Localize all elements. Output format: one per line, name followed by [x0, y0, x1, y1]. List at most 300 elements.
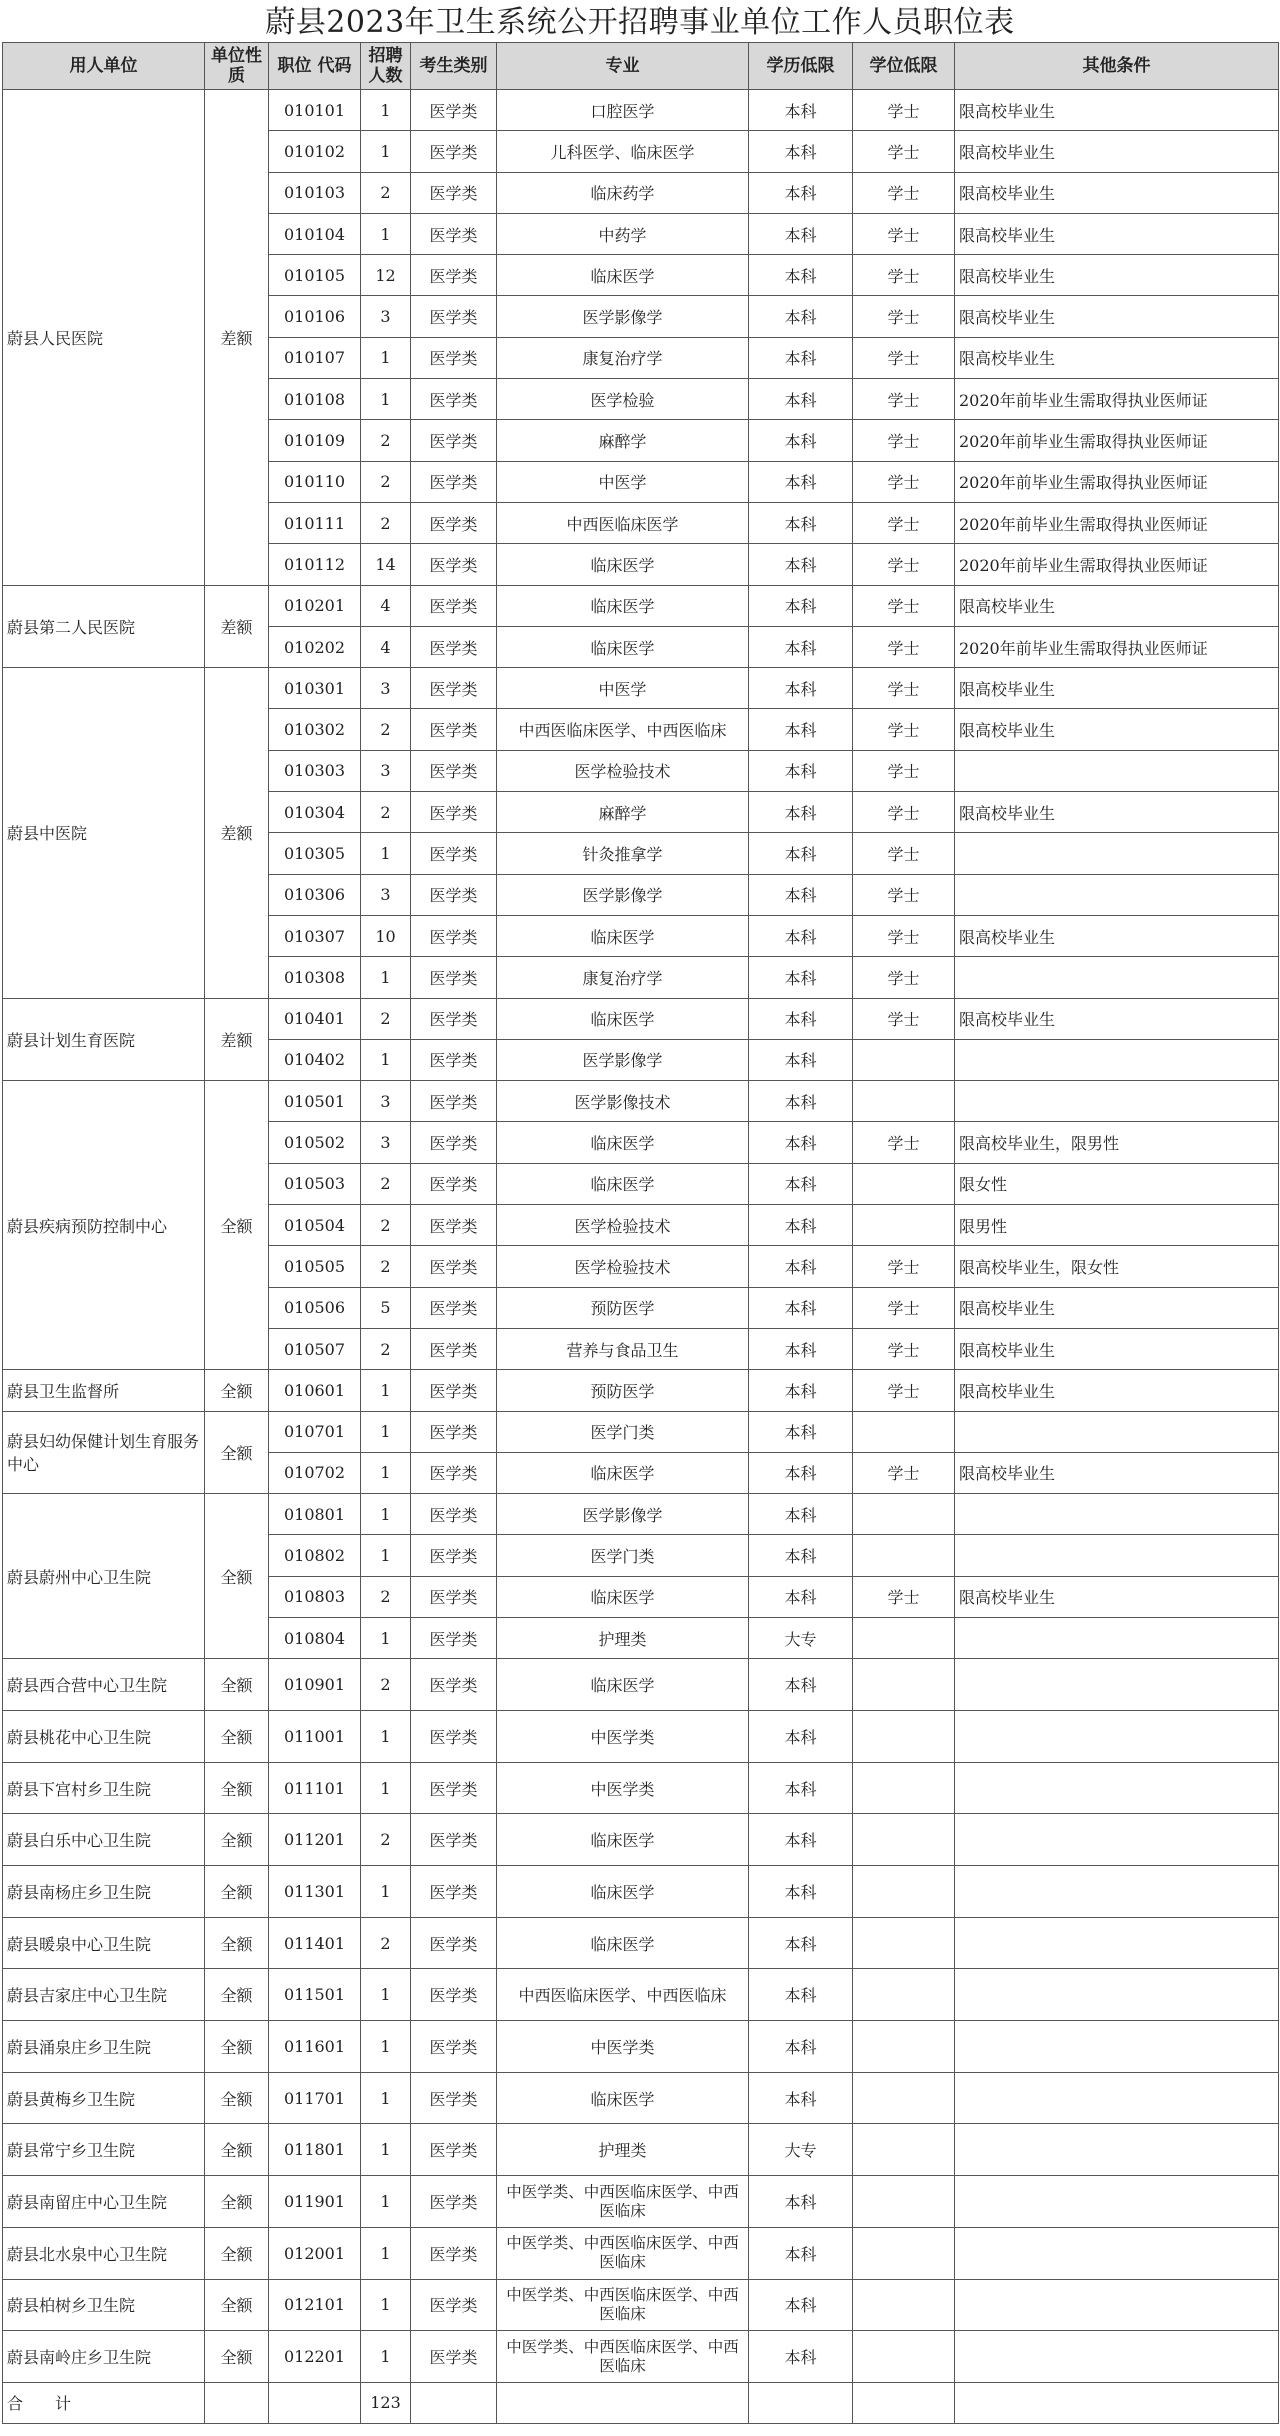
cell-degree	[853, 1866, 955, 1918]
cell-major: 营养与食品卫生	[497, 1328, 749, 1369]
cell-category: 医学类	[411, 502, 497, 543]
table-row	[3, 90, 1279, 131]
cell-code: 010112	[269, 544, 361, 585]
cell-degree	[853, 1081, 955, 1122]
cell-other: 限高校毕业生	[955, 296, 1279, 337]
cell-count: 2	[361, 1246, 411, 1287]
header-major: 专业	[497, 43, 749, 90]
cell-degree: 学士	[853, 585, 955, 626]
cell-edu: 本科	[749, 1969, 853, 2021]
cell-category: 医学类	[411, 1866, 497, 1918]
cell-degree: 学士	[853, 833, 955, 874]
cell-code: 010507	[269, 1328, 361, 1369]
table-row	[3, 1917, 1279, 1969]
cell-major: 麻醉学	[497, 420, 749, 461]
cell-major: 医学检验技术	[497, 1246, 749, 1287]
cell-count: 1	[361, 379, 411, 420]
cell-count: 1	[361, 2227, 411, 2279]
cell-category: 医学类	[411, 1328, 497, 1369]
header-nature: 单位性质	[205, 43, 269, 90]
cell-code: 010101	[269, 90, 361, 131]
table-row	[3, 2227, 1279, 2279]
cell-code: 010104	[269, 213, 361, 254]
cell-category: 医学类	[411, 833, 497, 874]
cell-edu: 本科	[749, 1917, 853, 1969]
cell-major: 临床医学	[497, 998, 749, 1039]
cell-degree	[853, 2331, 955, 2383]
unit-name-cell: 蔚县南岭庄乡卫生院	[3, 2331, 205, 2383]
cell-major: 临床医学	[497, 915, 749, 956]
table-row	[3, 1814, 1279, 1866]
cell-major: 中西医临床医学	[497, 502, 749, 543]
cell-edu: 本科	[749, 874, 853, 915]
cell-edu: 本科	[749, 1814, 853, 1866]
cell-other: 2020年前毕业生需取得执业医师证	[955, 626, 1279, 667]
cell-code: 010107	[269, 337, 361, 378]
header-code: 职位 代码	[269, 43, 361, 90]
cell-count: 1	[361, 2021, 411, 2073]
cell-code: 010503	[269, 1163, 361, 1204]
cell-count: 1	[361, 1762, 411, 1814]
cell-degree: 学士	[853, 792, 955, 833]
cell-edu: 本科	[749, 379, 853, 420]
cell-category: 医学类	[411, 792, 497, 833]
total-blank	[853, 2382, 955, 2423]
header-degree: 学位低限	[853, 43, 955, 90]
cell-edu: 大专	[749, 2124, 853, 2176]
cell-degree	[853, 1762, 955, 1814]
cell-count: 1	[361, 131, 411, 172]
cell-count: 1	[361, 1535, 411, 1576]
total-label: 合 计	[3, 2382, 205, 2423]
cell-edu: 本科	[749, 1205, 853, 1246]
unit-nature-cell: 全额	[205, 2331, 269, 2383]
cell-code: 010106	[269, 296, 361, 337]
cell-count: 2	[361, 792, 411, 833]
cell-category: 医学类	[411, 1617, 497, 1658]
cell-other: 限高校毕业生	[955, 1328, 1279, 1369]
cell-degree	[853, 1917, 955, 1969]
cell-category: 医学类	[411, 544, 497, 585]
table-row	[3, 2124, 1279, 2176]
cell-major: 医学影像技术	[497, 1081, 749, 1122]
cell-code: 010303	[269, 750, 361, 791]
header-edu: 学历低限	[749, 43, 853, 90]
cell-edu: 本科	[749, 502, 853, 543]
unit-nature-cell: 差额	[205, 90, 269, 586]
table-row	[3, 2279, 1279, 2331]
cell-code: 010901	[269, 1659, 361, 1711]
cell-category: 医学类	[411, 90, 497, 131]
unit-name-cell: 蔚县疾病预防控制中心	[3, 1081, 205, 1370]
cell-degree: 学士	[853, 1246, 955, 1287]
cell-major: 针灸推拿学	[497, 833, 749, 874]
table-row	[3, 1710, 1279, 1762]
cell-major: 医学检验技术	[497, 750, 749, 791]
cell-other	[955, 2279, 1279, 2331]
cell-major: 中西医临床医学、中西医临床	[497, 709, 749, 750]
cell-degree: 学士	[853, 668, 955, 709]
cell-other: 限男性	[955, 1205, 1279, 1246]
cell-edu: 本科	[749, 668, 853, 709]
cell-degree	[853, 2176, 955, 2228]
cell-edu: 本科	[749, 2227, 853, 2279]
cell-count: 1	[361, 833, 411, 874]
cell-edu: 本科	[749, 1576, 853, 1617]
cell-degree	[853, 1039, 955, 1080]
cell-other	[955, 874, 1279, 915]
cell-degree: 学士	[853, 750, 955, 791]
cell-edu: 本科	[749, 750, 853, 791]
cell-category: 医学类	[411, 585, 497, 626]
cell-major: 口腔医学	[497, 90, 749, 131]
cell-major: 中医学类、中西医临床医学、中西医临床	[497, 2227, 749, 2279]
cell-code: 010103	[269, 172, 361, 213]
cell-category: 医学类	[411, 1287, 497, 1328]
cell-degree: 学士	[853, 90, 955, 131]
table-row	[3, 668, 1279, 709]
cell-other: 限高校毕业生	[955, 213, 1279, 254]
cell-category: 医学类	[411, 2279, 497, 2331]
cell-category: 医学类	[411, 296, 497, 337]
cell-count: 3	[361, 874, 411, 915]
cell-count: 3	[361, 1122, 411, 1163]
unit-nature-cell: 差额	[205, 585, 269, 668]
cell-other	[955, 1762, 1279, 1814]
cell-degree	[853, 1659, 955, 1711]
cell-category: 医学类	[411, 1814, 497, 1866]
cell-major: 护理类	[497, 1617, 749, 1658]
cell-code: 010301	[269, 668, 361, 709]
table-row	[3, 1081, 1279, 1122]
cell-edu: 本科	[749, 915, 853, 956]
unit-nature-cell: 全额	[205, 1710, 269, 1762]
cell-count: 2	[361, 502, 411, 543]
cell-category: 医学类	[411, 1246, 497, 1287]
cell-count: 5	[361, 1287, 411, 1328]
unit-nature-cell: 全额	[205, 2021, 269, 2073]
unit-nature-cell: 全额	[205, 1814, 269, 1866]
cell-count: 2	[361, 1917, 411, 1969]
cell-major: 医学门类	[497, 1535, 749, 1576]
cell-category: 医学类	[411, 1969, 497, 2021]
cell-degree	[853, 1617, 955, 1658]
cell-other	[955, 1494, 1279, 1535]
cell-other	[955, 2227, 1279, 2279]
cell-other	[955, 2021, 1279, 2073]
unit-nature-cell: 差额	[205, 998, 269, 1081]
cell-category: 医学类	[411, 750, 497, 791]
cell-major: 临床医学	[497, 255, 749, 296]
cell-degree: 学士	[853, 213, 955, 254]
table-row	[3, 1762, 1279, 1814]
cell-edu: 本科	[749, 1494, 853, 1535]
cell-code: 010201	[269, 585, 361, 626]
cell-count: 2	[361, 1576, 411, 1617]
cell-edu: 本科	[749, 1866, 853, 1918]
header-count: 招聘人数	[361, 43, 411, 90]
cell-category: 医学类	[411, 1535, 497, 1576]
unit-name-cell: 蔚县南留庄中心卫生院	[3, 2176, 205, 2228]
cell-count: 2	[361, 709, 411, 750]
cell-other: 限高校毕业生，限女性	[955, 1246, 1279, 1287]
cell-other: 限高校毕业生	[955, 792, 1279, 833]
cell-degree	[853, 2279, 955, 2331]
cell-code: 011101	[269, 1762, 361, 1814]
cell-other	[955, 2124, 1279, 2176]
cell-code: 010402	[269, 1039, 361, 1080]
cell-edu: 本科	[749, 1762, 853, 1814]
cell-edu: 本科	[749, 90, 853, 131]
cell-major: 医学影像学	[497, 1494, 749, 1535]
cell-edu: 本科	[749, 1710, 853, 1762]
table-row	[3, 1411, 1279, 1452]
unit-name-cell: 蔚县计划生育医院	[3, 998, 205, 1081]
cell-other: 限高校毕业生	[955, 709, 1279, 750]
cell-other	[955, 1411, 1279, 1452]
cell-code: 010504	[269, 1205, 361, 1246]
table-row	[3, 2176, 1279, 2228]
cell-category: 医学类	[411, 255, 497, 296]
cell-edu: 本科	[749, 2279, 853, 2331]
cell-category: 医学类	[411, 420, 497, 461]
cell-code: 010109	[269, 420, 361, 461]
cell-other: 限高校毕业生	[955, 668, 1279, 709]
cell-code: 010802	[269, 1535, 361, 1576]
unit-name-cell: 蔚县南杨庄乡卫生院	[3, 1866, 205, 1918]
cell-category: 医学类	[411, 874, 497, 915]
unit-name-cell: 蔚县下宫村乡卫生院	[3, 1762, 205, 1814]
cell-category: 医学类	[411, 1659, 497, 1711]
cell-major: 临床药学	[497, 172, 749, 213]
cell-degree	[853, 1494, 955, 1535]
cell-count: 1	[361, 1452, 411, 1493]
table-row	[3, 2331, 1279, 2383]
cell-degree: 学士	[853, 255, 955, 296]
cell-major: 临床医学	[497, 2072, 749, 2124]
unit-nature-cell: 差额	[205, 668, 269, 998]
total-blank	[205, 2382, 269, 2423]
cell-other	[955, 2176, 1279, 2228]
cell-count: 1	[361, 1969, 411, 2021]
cell-degree	[853, 1163, 955, 1204]
cell-count: 10	[361, 915, 411, 956]
cell-count: 1	[361, 213, 411, 254]
cell-code: 010801	[269, 1494, 361, 1535]
cell-other: 2020年前毕业生需取得执业医师证	[955, 420, 1279, 461]
cell-code: 010701	[269, 1411, 361, 1452]
cell-code: 011401	[269, 1917, 361, 1969]
cell-degree: 学士	[853, 172, 955, 213]
cell-other	[955, 833, 1279, 874]
cell-other: 限高校毕业生	[955, 1287, 1279, 1328]
table-row	[3, 1494, 1279, 1535]
cell-edu: 本科	[749, 1370, 853, 1411]
cell-major: 中医学类、中西医临床医学、中西医临床	[497, 2279, 749, 2331]
cell-code: 010308	[269, 957, 361, 998]
cell-degree: 学士	[853, 420, 955, 461]
cell-degree	[853, 1814, 955, 1866]
cell-degree: 学士	[853, 502, 955, 543]
cell-count: 1	[361, 2279, 411, 2331]
cell-count: 2	[361, 1205, 411, 1246]
cell-other: 限女性	[955, 1163, 1279, 1204]
cell-major: 中医学类	[497, 2021, 749, 2073]
cell-degree: 学士	[853, 874, 955, 915]
unit-nature-cell: 全额	[205, 1081, 269, 1370]
cell-count: 1	[361, 1617, 411, 1658]
cell-count: 2	[361, 461, 411, 502]
cell-other	[955, 1917, 1279, 1969]
cell-category: 医学类	[411, 1762, 497, 1814]
cell-edu: 本科	[749, 1411, 853, 1452]
cell-count: 3	[361, 668, 411, 709]
cell-code: 011701	[269, 2072, 361, 2124]
unit-name-cell: 蔚县西合营中心卫生院	[3, 1659, 205, 1711]
cell-code: 011901	[269, 2176, 361, 2228]
cell-degree	[853, 2072, 955, 2124]
cell-edu: 本科	[749, 213, 853, 254]
cell-edu: 本科	[749, 1287, 853, 1328]
cell-edu: 本科	[749, 585, 853, 626]
cell-degree: 学士	[853, 1287, 955, 1328]
cell-edu: 本科	[749, 833, 853, 874]
cell-code: 010105	[269, 255, 361, 296]
cell-degree: 学士	[853, 1370, 955, 1411]
cell-count: 1	[361, 1710, 411, 1762]
cell-degree: 学士	[853, 915, 955, 956]
cell-category: 医学类	[411, 1452, 497, 1493]
cell-other: 限高校毕业生，限男性	[955, 1122, 1279, 1163]
cell-other: 限高校毕业生	[955, 255, 1279, 296]
unit-nature-cell: 全额	[205, 1370, 269, 1411]
cell-edu: 本科	[749, 131, 853, 172]
cell-other: 限高校毕业生	[955, 585, 1279, 626]
unit-name-cell: 蔚县涌泉庄乡卫生院	[3, 2021, 205, 2073]
cell-category: 医学类	[411, 172, 497, 213]
unit-nature-cell: 全额	[205, 1762, 269, 1814]
cell-category: 医学类	[411, 1163, 497, 1204]
cell-other	[955, 2072, 1279, 2124]
unit-name-cell: 蔚县桃花中心卫生院	[3, 1710, 205, 1762]
cell-degree: 学士	[853, 544, 955, 585]
cell-count: 1	[361, 2124, 411, 2176]
cell-degree: 学士	[853, 337, 955, 378]
cell-code: 011001	[269, 1710, 361, 1762]
cell-major: 临床医学	[497, 1576, 749, 1617]
unit-name-cell: 蔚县柏树乡卫生院	[3, 2279, 205, 2331]
cell-category: 医学类	[411, 131, 497, 172]
cell-edu: 本科	[749, 461, 853, 502]
cell-count: 3	[361, 1081, 411, 1122]
cell-code: 011301	[269, 1866, 361, 1918]
cell-major: 中医学	[497, 668, 749, 709]
cell-other: 限高校毕业生	[955, 998, 1279, 1039]
cell-other: 限高校毕业生	[955, 915, 1279, 956]
cell-count: 2	[361, 1659, 411, 1711]
total-blank	[497, 2382, 749, 2423]
cell-edu: 本科	[749, 998, 853, 1039]
cell-major: 儿科医学、临床医学	[497, 131, 749, 172]
unit-name-cell: 蔚县常宁乡卫生院	[3, 2124, 205, 2176]
cell-category: 医学类	[411, 1122, 497, 1163]
cell-major: 临床医学	[497, 1659, 749, 1711]
header-row	[3, 43, 1279, 90]
cell-major: 预防医学	[497, 1287, 749, 1328]
cell-other: 2020年前毕业生需取得执业医师证	[955, 502, 1279, 543]
cell-major: 护理类	[497, 2124, 749, 2176]
table-row	[3, 1969, 1279, 2021]
cell-major: 医学影像学	[497, 874, 749, 915]
cell-edu: 本科	[749, 1163, 853, 1204]
unit-nature-cell: 全额	[205, 1917, 269, 1969]
cell-code: 010102	[269, 131, 361, 172]
table-row	[3, 1659, 1279, 1711]
cell-degree: 学士	[853, 1328, 955, 1369]
cell-code: 010501	[269, 1081, 361, 1122]
cell-edu: 本科	[749, 1081, 853, 1122]
table-row	[3, 585, 1279, 626]
table-row	[3, 1370, 1279, 1411]
cell-count: 1	[361, 2331, 411, 2383]
total-blank	[411, 2382, 497, 2423]
cell-major: 临床医学	[497, 585, 749, 626]
cell-code: 010305	[269, 833, 361, 874]
cell-major: 中医学类、中西医临床医学、中西医临床	[497, 2176, 749, 2228]
cell-category: 医学类	[411, 1205, 497, 1246]
cell-count: 2	[361, 1163, 411, 1204]
cell-category: 医学类	[411, 1576, 497, 1617]
unit-name-cell: 蔚县卫生监督所	[3, 1370, 205, 1411]
unit-nature-cell: 全额	[205, 1659, 269, 1711]
cell-edu: 本科	[749, 1122, 853, 1163]
cell-other	[955, 1969, 1279, 2021]
header-category: 考生类别	[411, 43, 497, 90]
cell-count: 14	[361, 544, 411, 585]
unit-name-cell: 蔚县蔚州中心卫生院	[3, 1494, 205, 1659]
table-row	[3, 2072, 1279, 2124]
cell-count: 3	[361, 296, 411, 337]
cell-category: 医学类	[411, 2124, 497, 2176]
cell-major: 医学影像学	[497, 296, 749, 337]
cell-major: 医学检验	[497, 379, 749, 420]
cell-degree	[853, 1535, 955, 1576]
cell-major: 康复治疗学	[497, 957, 749, 998]
table-row	[3, 1866, 1279, 1918]
cell-count: 4	[361, 585, 411, 626]
cell-degree: 学士	[853, 998, 955, 1039]
unit-nature-cell: 全额	[205, 1494, 269, 1659]
cell-edu: 本科	[749, 1246, 853, 1287]
cell-count: 1	[361, 1411, 411, 1452]
table-row	[3, 998, 1279, 1039]
unit-nature-cell: 全额	[205, 1866, 269, 1918]
unit-nature-cell: 全额	[205, 1411, 269, 1494]
cell-edu: 本科	[749, 626, 853, 667]
total-count: 123	[361, 2382, 411, 2423]
cell-edu: 本科	[749, 2021, 853, 2073]
table-row	[3, 2021, 1279, 2073]
cell-major: 临床医学	[497, 1814, 749, 1866]
page-title: 蔚县2023年卫生系统公开招聘事业单位工作人员职位表	[265, 5, 1015, 40]
cell-code: 010804	[269, 1617, 361, 1658]
cell-count: 1	[361, 1039, 411, 1080]
cell-other	[955, 957, 1279, 998]
cell-degree	[853, 1205, 955, 1246]
total-blank	[955, 2382, 1279, 2423]
cell-code: 010302	[269, 709, 361, 750]
cell-edu: 本科	[749, 2072, 853, 2124]
